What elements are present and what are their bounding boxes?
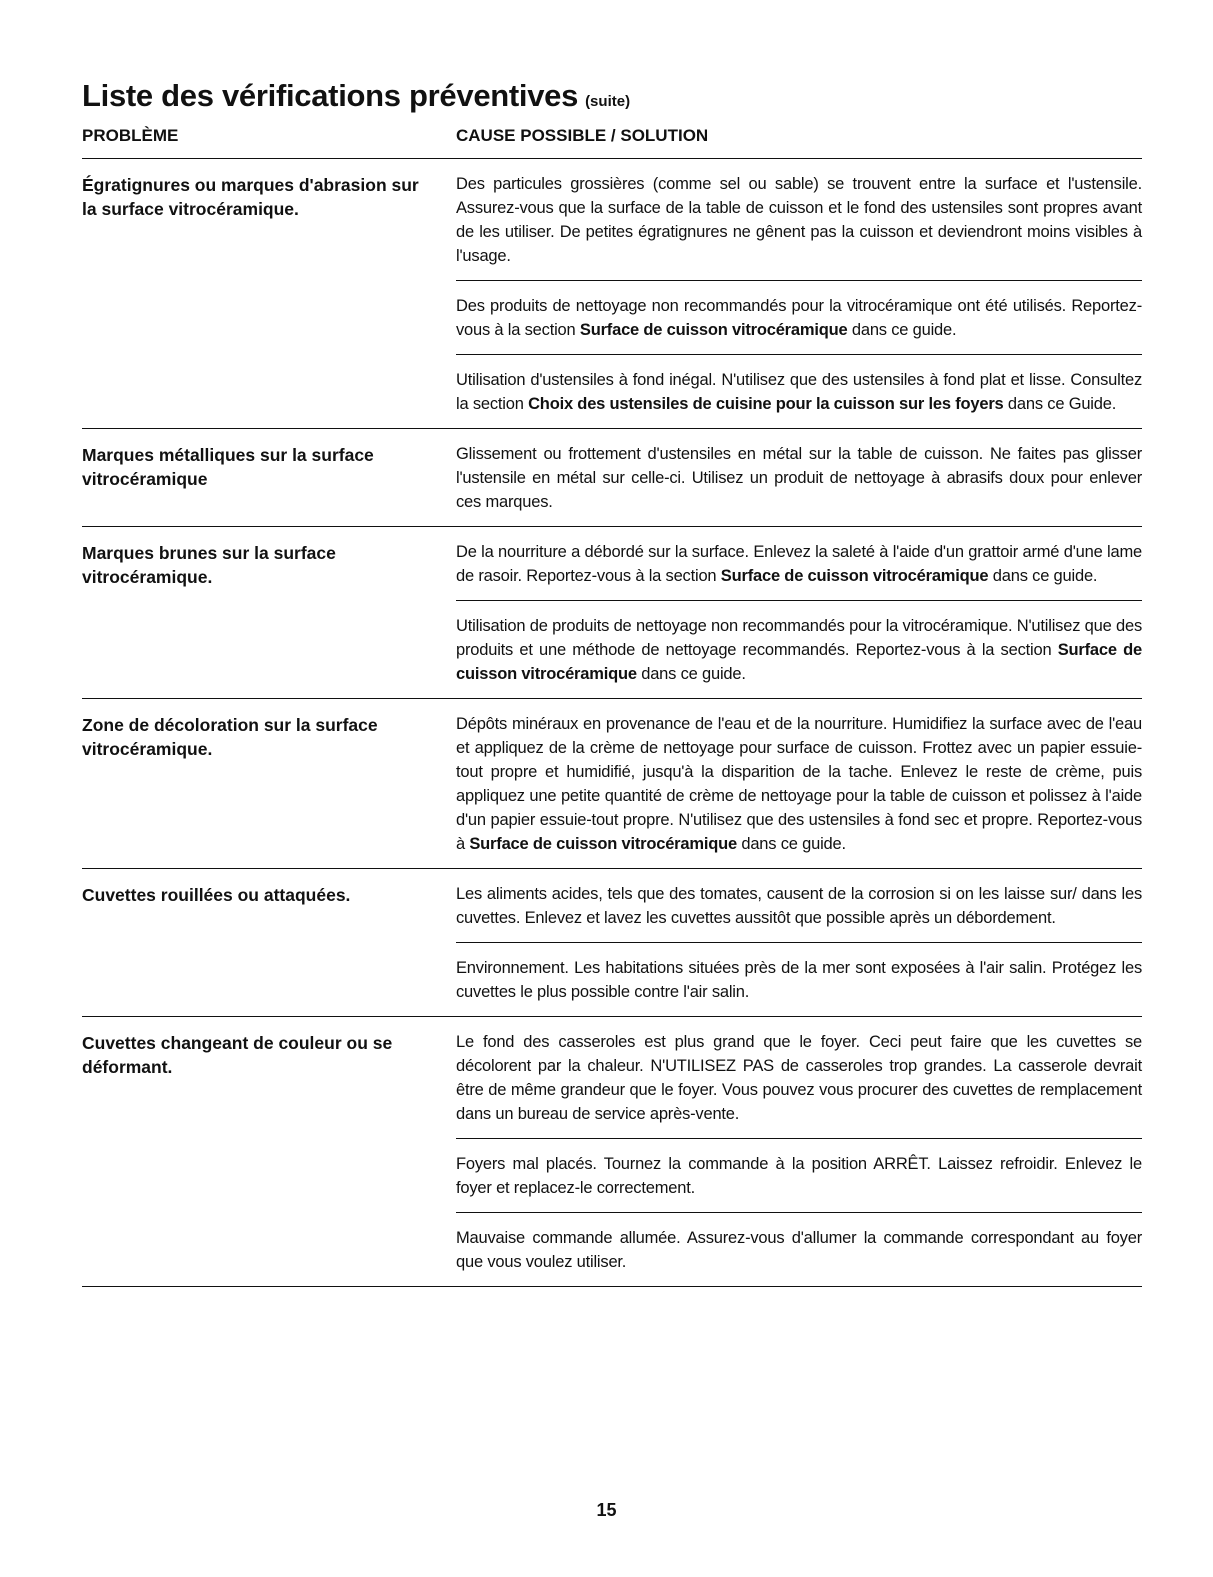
- causes-cell: [456, 699, 1142, 868]
- cause-text: Les aliments acides, tels que des tomates, causent de la corrosion si on les laisse sur/ dans les cuvettes. Enlevez et lavez les cuvettes aussitôt que possible après un débordement.: [456, 885, 1142, 927]
- cause-text: De la nourriture a débordé sur la surface. Enlevez la saleté à l'aide d'un grattoir armé d'une lame de rasoir. Reportez-vous à la section: [456, 543, 1142, 585]
- section-reference: Choix des ustensiles de cuisine pour la cuisson sur les foyers: [528, 395, 1004, 413]
- cause-text: Le fond des casseroles est plus grand que le foyer. Ceci peut faire que les cuvettes se décolorent par la chaleur. N'UTILISEZ PAS de casseroles trop grandes. La casserole devrait être de même grandeur que le foyer. Vous pouvez vous procurer des cuvettes de remplacement dans un bureau de service après-vente.: [456, 1033, 1142, 1123]
- section-reference: Surface de cuisson vitrocéramique: [456, 641, 1142, 683]
- cause-text: Des produits de nettoyage non recommandés pour la vitrocéramique ont été utilisés. Reportez-vous à la section: [456, 297, 1142, 339]
- cause-text: Environnement. Les habitations situées près de la mer sont exposées à l'air salin. Protégez les cuvettes le plus possible contre l'air salin.: [456, 959, 1142, 1001]
- problem-label: Marques brunes sur la surface vitrocéramique.: [82, 543, 336, 587]
- causes-cell: [456, 527, 1142, 698]
- cause-text: Glissement ou frottement d'ustensiles en métal sur la table de cuisson. Ne faites pas glisser l'ustensile en métal sur celle-ci. Utilisez un produit de nettoyage à abrasifs doux pour enlever ces marques.: [456, 445, 1142, 511]
- table-row: [82, 869, 1142, 1017]
- table-row: [82, 159, 1142, 429]
- cause-solution: [456, 942, 1142, 1016]
- cause-solution: [456, 699, 1142, 868]
- cause-text: Utilisation de produits de nettoyage non recommandés pour la vitrocéramique. N'utilisez que des produits et une méthode de nettoyage recommandés. Reportez-vous à la section: [456, 617, 1142, 659]
- problem-label: Cuvettes changeant de couleur ou se déformant.: [82, 1033, 393, 1077]
- cause-solution: [456, 527, 1142, 600]
- page-title: Liste des vérifications préventives: [82, 78, 579, 113]
- troubleshooting-table: [82, 158, 1142, 1287]
- causes-cell: [456, 1017, 1142, 1286]
- causes-cell: [456, 159, 1142, 428]
- table-row: [82, 1017, 1142, 1287]
- cause-text: dans ce guide.: [636, 665, 746, 683]
- cause-solution: [456, 280, 1142, 354]
- table-row: [82, 429, 1142, 527]
- cause-solution: [456, 600, 1142, 698]
- solution-column-header: CAUSE POSSIBLE / SOLUTION: [456, 126, 709, 145]
- cause-solution: [456, 429, 1142, 526]
- cause-text: Dépôts minéraux en provenance de l'eau et de la nourriture. Humidifiez la surface avec de l'eau et appliquez de la crème de nettoyage pour surface de cuisson. Frottez avec un papier essuie-tout propre et humidifié, jusqu'à la disparition de la tache. Enlevez le reste de crème, puis appliquez une petite quantité de crème de nettoyage pour la table de cuisson et polissez à l'aide d'un papier essuie-tout propre. N'utilisez que des ustensiles à fond sec et propre. Reportez-vous à: [456, 715, 1142, 853]
- problem-label: Marques métalliques sur la surface vitrocéramique: [82, 445, 374, 489]
- cause-text: dans ce guide.: [988, 567, 1098, 585]
- title-suffix: (suite): [585, 93, 631, 110]
- cause-text: dans ce guide.: [847, 321, 957, 339]
- cause-text: dans ce guide.: [736, 835, 846, 853]
- section-reference: Surface de cuisson vitrocéramique: [720, 567, 989, 585]
- section-reference: Surface de cuisson vitrocéramique: [579, 321, 848, 339]
- problem-column-header: PROBLÈME: [82, 126, 179, 145]
- cause-solution: [456, 354, 1142, 428]
- problem-label: Cuvettes rouillées ou attaquées.: [82, 885, 351, 905]
- table-row: [82, 699, 1142, 869]
- page-number: 15: [596, 1500, 617, 1520]
- problem-label: Égratignures ou marques d'abrasion sur la surface vitrocéramique.: [82, 175, 419, 219]
- cause-text: dans ce Guide.: [1003, 395, 1117, 413]
- problem-label: Zone de décoloration sur la surface vitrocéramique.: [82, 715, 378, 759]
- title-row: [82, 78, 1142, 114]
- cause-text: Foyers mal placés. Tournez la commande à la position ARRÊT. Laissez refroidir. Enlevez le foyer et replacez-le correctement.: [456, 1155, 1142, 1197]
- table-row: [82, 527, 1142, 699]
- cause-text: Des particules grossières (comme sel ou sable) se trouvent entre la surface et l'ustensile. Assurez-vous que la surface de la table de cuisson et le fond des ustensiles sont propres avant de les utiliser. De petites égratignures ne gênent pas la cuisson et deviendront moins visibles à l'usage.: [456, 175, 1142, 265]
- cause-solution: [456, 1212, 1142, 1286]
- causes-cell: [456, 429, 1142, 526]
- cause-solution: [456, 159, 1142, 280]
- cause-text: Utilisation d'ustensiles à fond inégal. N'utilisez que des ustensiles à fond plat et lisse. Consultez la section: [456, 371, 1142, 413]
- causes-cell: [456, 869, 1142, 1016]
- cause-solution: [456, 869, 1142, 942]
- document-page: [82, 78, 1142, 1287]
- section-reference: Surface de cuisson vitrocéramique: [469, 835, 737, 853]
- cause-text: Mauvaise commande allumée. Assurez-vous d'allumer la commande correspondant au foyer que vous voulez utiliser.: [456, 1229, 1142, 1271]
- cause-solution: [456, 1017, 1142, 1138]
- cause-solution: [456, 1138, 1142, 1212]
- column-headers: [82, 126, 1142, 146]
